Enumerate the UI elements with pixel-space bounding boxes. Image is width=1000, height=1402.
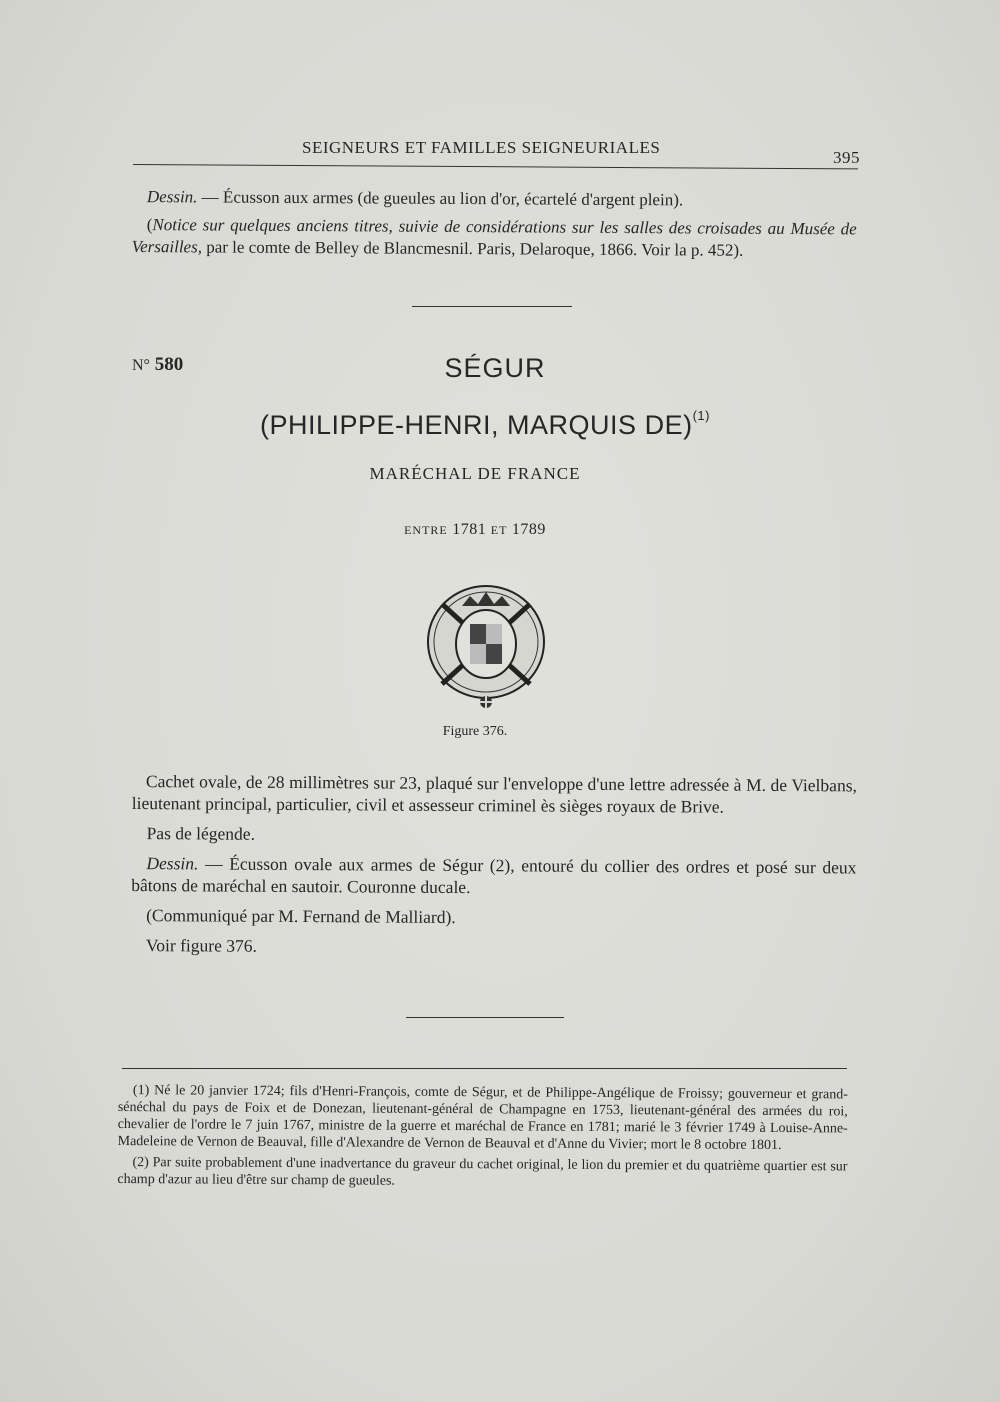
number-prefix: N° xyxy=(132,357,150,374)
date-end: 1789 xyxy=(507,521,546,538)
page-number: 395 xyxy=(833,148,860,167)
dessin-label: Dessin. xyxy=(146,187,198,207)
entry-full-name xyxy=(120,410,850,441)
body-paragraph-2: Pas de légende. xyxy=(146,823,256,844)
body-paragraph-4: (Communiqué par M. Fernand de Malliard). xyxy=(146,905,456,927)
dessin-paragraph xyxy=(132,186,857,212)
running-title: SEIGNEURS ET FAMILLES SEIGNEURIALES xyxy=(302,138,661,157)
dates-word-et: ET xyxy=(490,523,508,537)
body-paragraph-1: Cachet ovale, de 28 millimètres sur 23, plaqué sur l'enveloppe d'une lettre adressée à M. de Vielbans, lieutenant principal, particulier, civil et assesseur criminel ès sièges royaux de Brive. xyxy=(131,771,857,817)
dates-word-entre: ENTRE xyxy=(404,523,448,537)
dessin-text-2: — Écusson ovale aux armes de Ségur (2), entouré du collier des ordres et posé sur deux bâtons de maréchal en sautoir. Couronne ducale. xyxy=(131,853,857,898)
top-section xyxy=(132,186,857,262)
header-rule xyxy=(133,164,858,169)
entry-name: SÉGUR xyxy=(444,353,546,383)
end-divider xyxy=(406,1017,564,1018)
full-name-text: (PHILIPPE-HENRI, MARQUIS DE) xyxy=(260,410,693,440)
footnote-2: (2) Par suite probablement d'une inadvertance du graveur du cachet original, le lion du premier et du quatrième quartier est sur champ d'azur au lieu d'être sur champ de gueules. xyxy=(117,1155,848,1189)
body-paragraph-3 xyxy=(131,852,856,900)
notice-open: ( xyxy=(146,215,153,235)
dessin-label-2: Dessin. xyxy=(146,853,199,874)
seal-image xyxy=(422,584,550,714)
footnote-ref: (1) xyxy=(692,408,710,423)
entry-dates xyxy=(110,521,840,539)
body-paragraph-5: Voir figure 376. xyxy=(145,935,257,956)
footnotes xyxy=(117,1082,848,1196)
footnote-1: (1) Né le 20 janvier 1724; fils d'Henri-François, comte de Ségur, et de Philippe-Angélique de Froissy; gouverneur et grand-sénéchal du pays de Foix et de Donezan, lieutenant-général de Champagne en 1753, lieutenant-général des armées du roi, chevalier de l'ordre le 7 juin 1767, ministre de la guerre et maréchal de France en 1781; marié le 3 février 1749 à Louise-Anne-Madeleine de Vernon de Beauval, fille d'Alexandre de Vernon de Beauval et d'Anne du Vivier; mort le 8 octobre 1801. xyxy=(117,1083,848,1154)
notice-rest: par le comte de Belley de Blancmesnil. Paris, Delaroque, 1866. Voir la p. 452). xyxy=(201,237,744,260)
date-start: 1781 xyxy=(447,521,491,538)
footnote-rule xyxy=(122,1068,847,1069)
entry-rank: MARÉCHAL DE FRANCE xyxy=(369,464,581,483)
notice-paragraph xyxy=(132,214,857,262)
number-value: 580 xyxy=(154,354,184,375)
figure-caption: Figure 376. xyxy=(442,724,508,739)
notice-title: Notice sur quelques anciens titres, suivie de considérations sur les salles des croisades au Musée de Versailles, xyxy=(131,215,857,257)
dessin-text: — Écusson aux armes (de gueules au lion d'or, écartelé d'argent plein). xyxy=(197,187,684,210)
section-divider xyxy=(412,306,572,307)
body-text xyxy=(131,770,857,960)
